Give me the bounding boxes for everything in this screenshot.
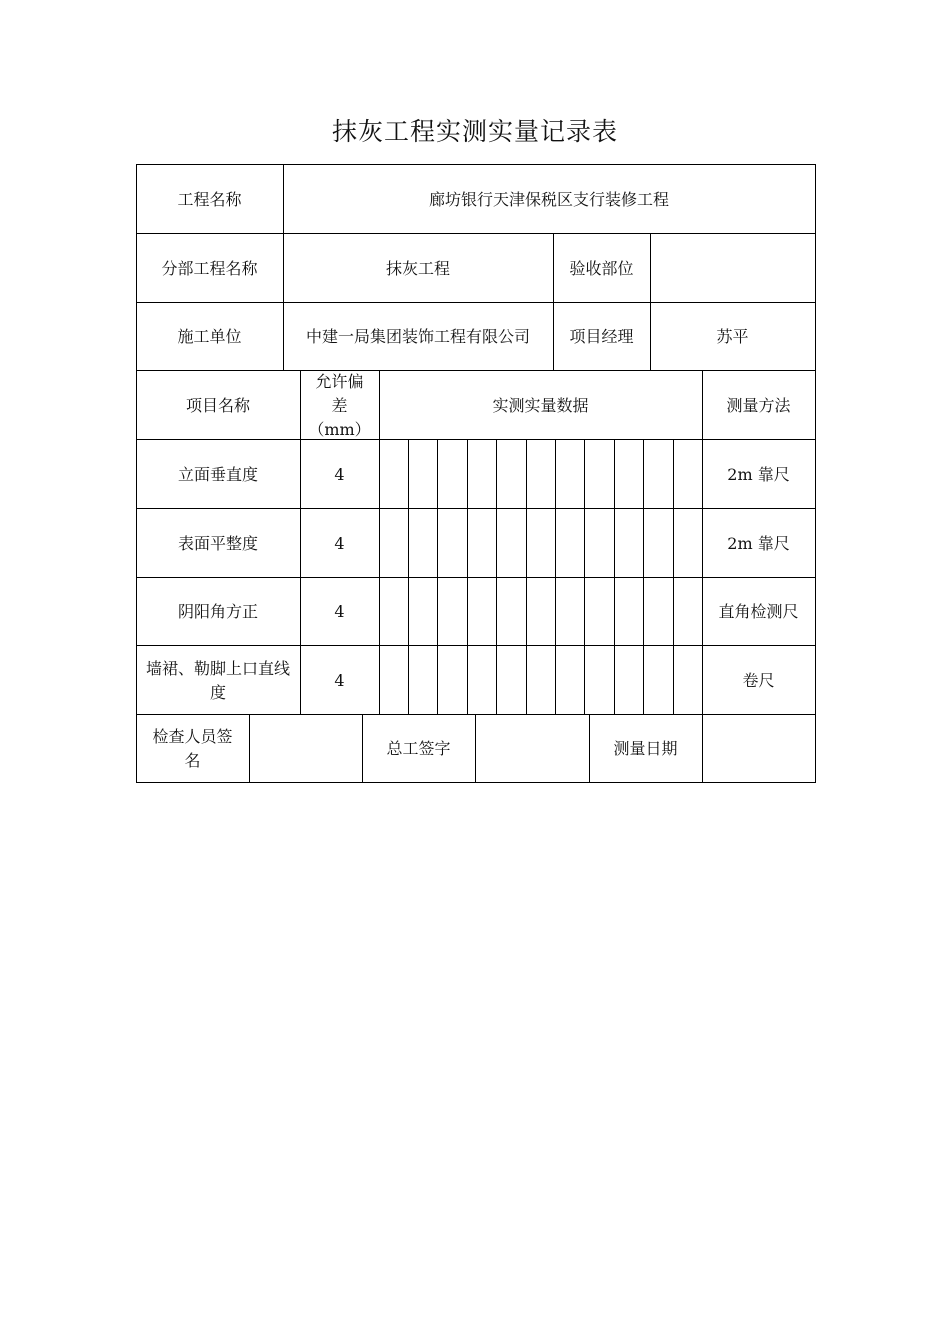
chief-engineer-label: 总工签字 <box>386 739 451 758</box>
contractor-value[interactable]: 中建一局集团装饰工程有限公司 <box>305 327 530 346</box>
column-header-tolerance: 允许偏差（mm） <box>308 371 371 439</box>
row-4-method: 卷尺 <box>742 670 775 690</box>
row-2-item: 表面平整度 <box>177 533 258 553</box>
sub-project-value[interactable]: 抹灰工程 <box>385 258 450 278</box>
row-3-method: 直角检测尺 <box>718 602 799 621</box>
row-1-tolerance: 4 <box>334 464 345 484</box>
row-4-item: 墙裙、勒脚上口直线度 <box>145 658 290 702</box>
acceptance-part-label: 验收部位 <box>569 258 634 278</box>
contractor-label: 施工单位 <box>177 327 242 346</box>
row-2-tolerance: 4 <box>334 533 345 553</box>
project-name-label: 工程名称 <box>177 189 242 209</box>
column-header-data: 实测实量数据 <box>492 395 589 415</box>
column-header-method: 测量方法 <box>726 395 791 415</box>
project-name-value[interactable]: 廊坊银行天津保税区支行装修工程 <box>428 189 669 209</box>
chief-engineer-signature-field[interactable] <box>475 715 589 783</box>
manager-value[interactable]: 苏平 <box>716 327 749 346</box>
row-1-method: 2m 靠尺 <box>727 464 790 484</box>
sub-project-label: 分部工程名称 <box>161 258 258 278</box>
row-2-method: 2m 靠尺 <box>727 533 790 553</box>
inspector-signature-field[interactable] <box>249 715 362 783</box>
row-1-item: 立面垂直度 <box>177 464 258 484</box>
manager-label: 项目经理 <box>569 327 634 346</box>
acceptance-part-value[interactable] <box>650 234 815 303</box>
date-field[interactable] <box>702 715 815 783</box>
row-4-tolerance: 4 <box>334 670 345 690</box>
column-header-item: 项目名称 <box>185 395 250 415</box>
row-3-tolerance: 4 <box>334 602 345 621</box>
row-3-item: 阴阳角方正 <box>177 602 258 621</box>
date-label: 测量日期 <box>613 739 678 758</box>
page-title: 抹灰工程实测实量记录表 <box>331 117 618 146</box>
inspector-label: 检查人员签名 <box>152 727 233 770</box>
